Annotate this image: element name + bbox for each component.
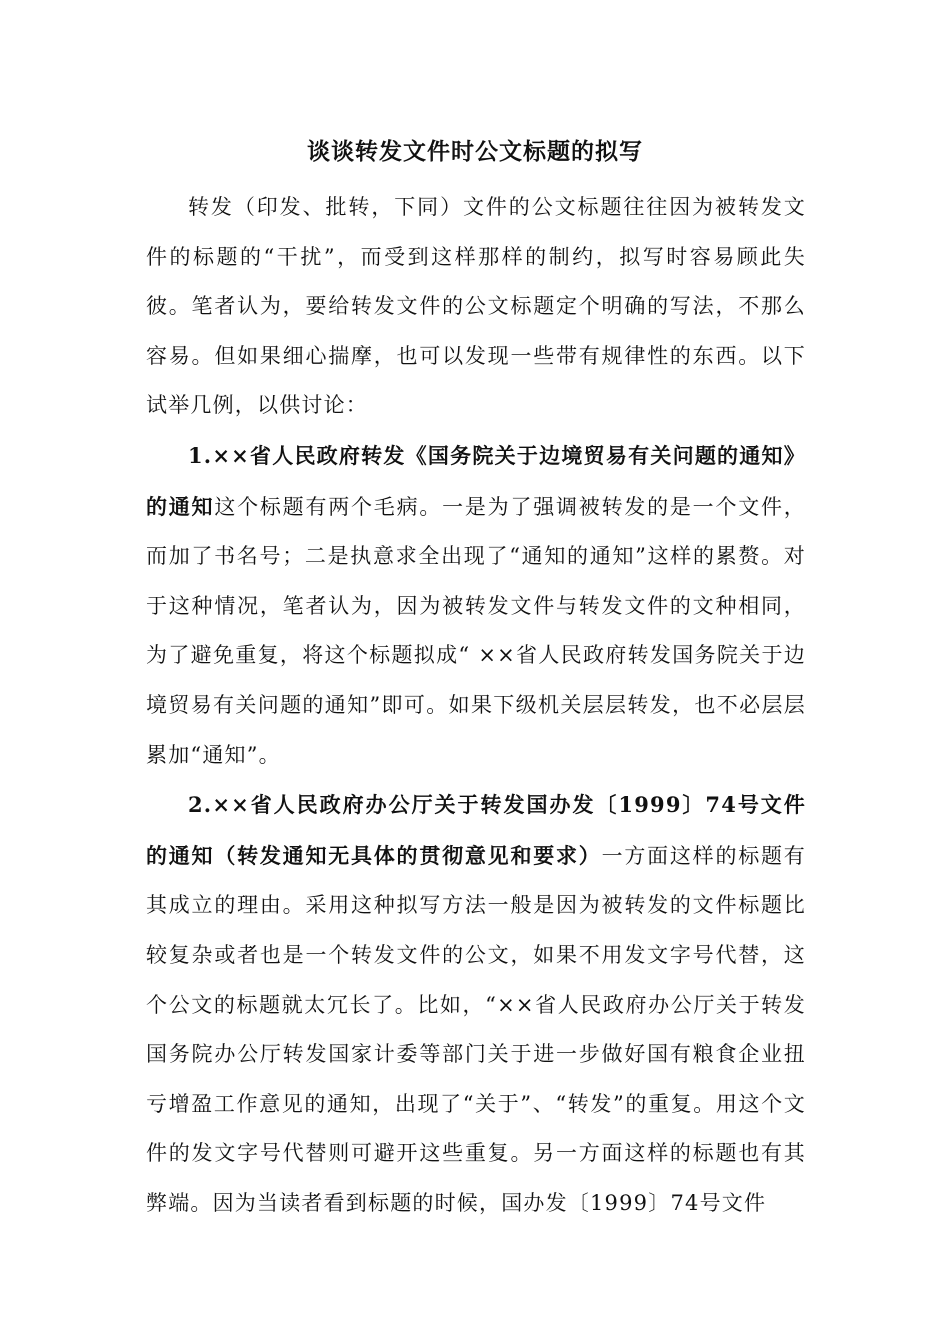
- paragraph-text: 这个标题有两个毛病。一是为了强调被转发的是一个文件，而加了书名号；二是执意求全出现了“通知的通知”这样的累赘。对于这种情况，笔者认为，因为被转发文件与转发文件的文种相同，为了避免重复，将这个标题拟成“ ××省人民政府转发国务院关于边境贸易有关问题的通知”即可。如果下级机关层层转发，也不必层层累加“通知”。: [146, 494, 806, 767]
- paragraph-intro: [146, 183, 806, 431]
- example-heading: 1.××省人民政府转发《国务院关于边境贸易有关问题的通知》的通知: [146, 442, 806, 519]
- paragraph-text: 转发（印发、批转，下同）文件的公文标题往往因为被转发文件的标题的“干扰”，而受到这样那样的制约，拟写时容易顾此失彼。笔者认为，要给转发文件的公文标题定个明确的写法，不那么容易。但如果细心揣摩，也可以发现一些带有规律性的东西。以下试举几例，以供讨论：: [146, 195, 806, 418]
- paragraph-example-1: [146, 431, 806, 780]
- document-body: [146, 183, 806, 1228]
- paragraph-text: 一方面这样的标题有其成立的理由。采用这种拟写方法一般是因为被转发的文件标题比较复杂或者也是一个转发文件的公文，如果不用发文字号代替，这个公文的标题就太冗长了。比如，“××省人民政府办公厅关于转发国务院办公厅转发国家计委等部门关于进一步做好国有粮食企业扭亏增盈工作意见的通知，出现了“关于”、“转发”的重复。用这个文件的发文字号代替则可避开这些重复。另一方面这样的标题也有其弊端。因为当读者看到标题的时候，国办发〔1999〕74号文件: [146, 843, 806, 1215]
- paragraph-example-2: [146, 780, 806, 1228]
- document-title: 谈谈转发文件时公文标题的拟写: [307, 138, 643, 165]
- example-heading: 2.××省人民政府办公厅关于转发国办发〔1999〕74号文件的通知（转发通知无具体的贯彻意见和要求）: [146, 792, 806, 868]
